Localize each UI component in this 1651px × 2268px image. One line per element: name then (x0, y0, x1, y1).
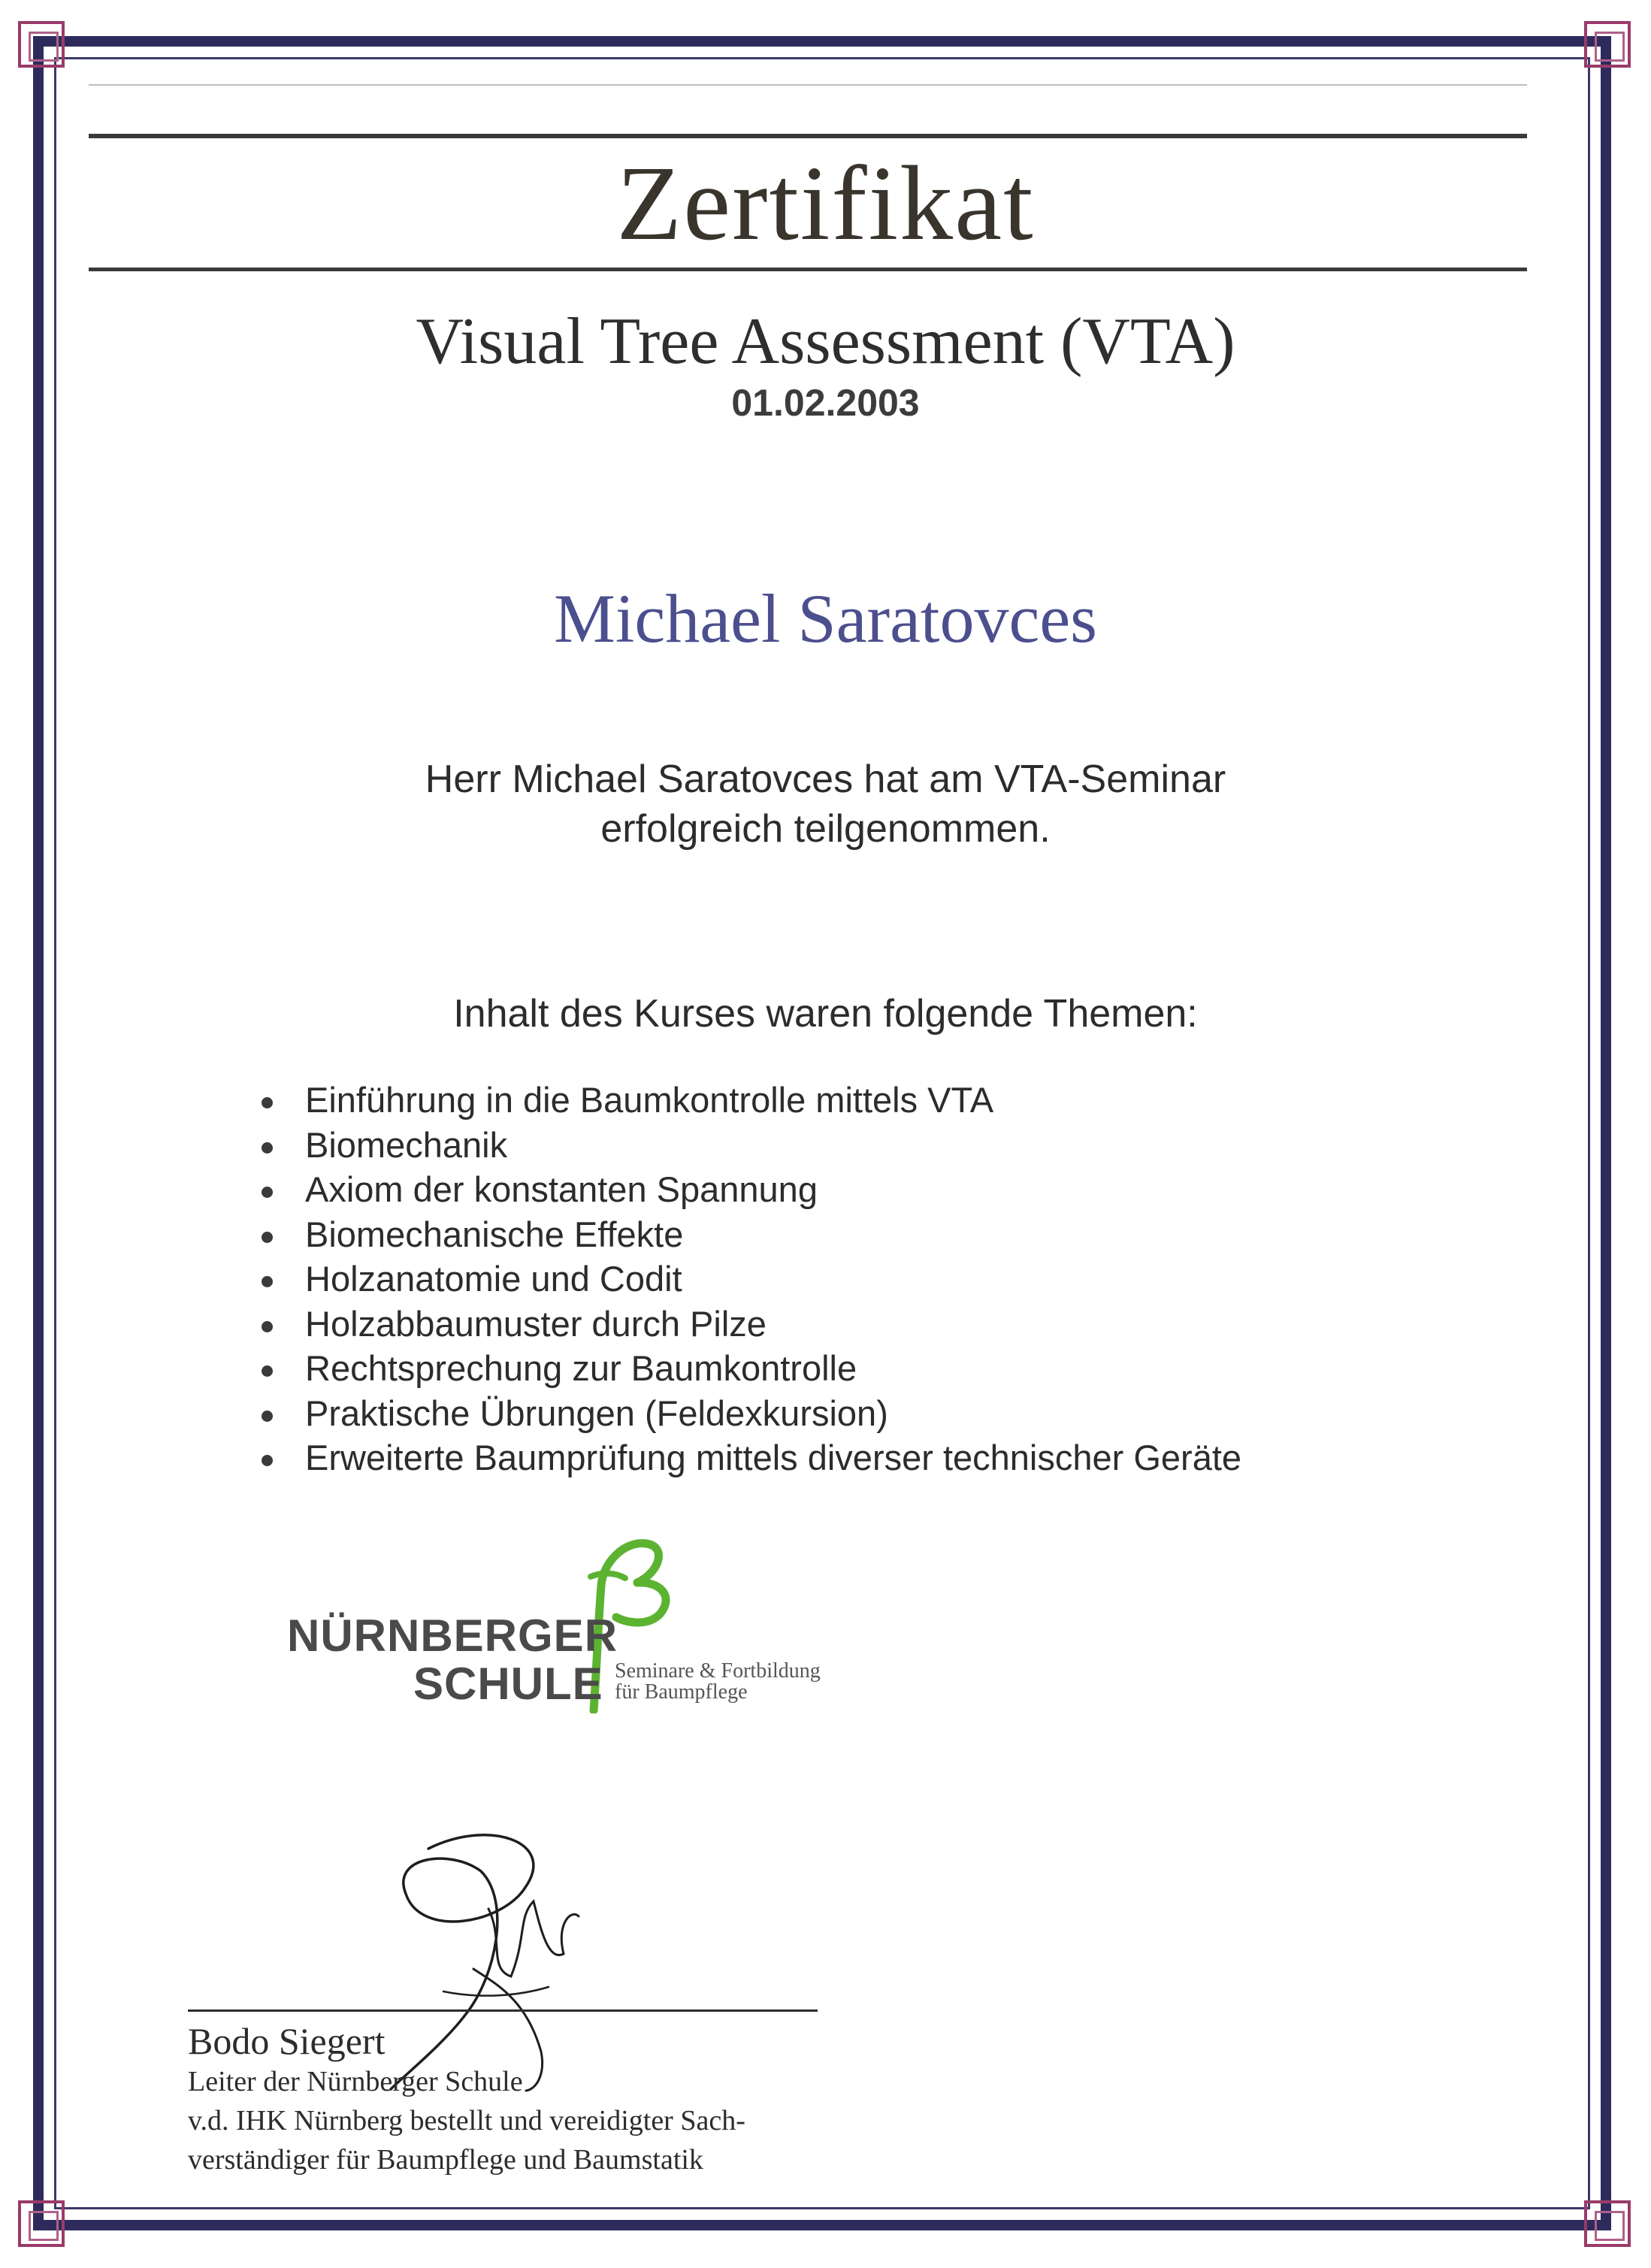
list-item: Holzanatomie und Codit (262, 1256, 1241, 1302)
topics-intro: Inhalt des Kurses waren folgende Themen: (453, 992, 1198, 1036)
corner-ornament-bottom-left (18, 2200, 65, 2247)
signatory-credential: v.d. IHK Nürnberg bestellt und vereidigter Sach- (188, 2105, 745, 2136)
signatory-role: Leiter der Nürnberger Schule (188, 2066, 523, 2097)
list-item: Rechtsprechung zur Baumkontrolle (262, 1346, 1241, 1391)
topics-list (262, 1078, 1241, 1480)
list-item: Holzabbaumuster durch Pilze (262, 1302, 1241, 1347)
logo-wordmark-line2: SCHULE (413, 1659, 603, 1709)
corner-ornament-bottom-right (1584, 2200, 1631, 2247)
signatory-block (188, 2020, 745, 2179)
title-bottom-rule (89, 268, 1527, 271)
recipient-name: Michael Saratovces (554, 580, 1097, 657)
corner-ornament-top-right (1584, 21, 1631, 68)
list-item: Axiom der konstanten Spannung (262, 1167, 1241, 1212)
list-item: Einführung in die Baumkontrolle mittels VTA (262, 1078, 1241, 1123)
corner-ornament-top-left (18, 21, 65, 68)
course-date: 01.02.2003 (731, 382, 920, 424)
list-item: Biomechanik (262, 1123, 1241, 1168)
statement-line: erfolgreich teilgenommen. (600, 807, 1051, 851)
course-title: Visual Tree Assessment (VTA) (416, 305, 1235, 378)
signatory-credential: verständiger für Baumpflege und Baumstatik (188, 2144, 703, 2176)
signature-line (188, 2009, 818, 2012)
signatory-name: Bodo Siegert (188, 2020, 386, 2062)
list-item: Erweiterte Baumprüfung mittels diverser technischer Geräte (262, 1435, 1241, 1480)
list-item: Praktische Übrungen (Feldexkursion) (262, 1391, 1241, 1436)
logo-tagline-line1: Seminare & Fortbildung (615, 1659, 821, 1683)
top-thin-rule (89, 84, 1527, 86)
nuernberger-schule-logo (286, 1533, 857, 1728)
participation-statement (0, 754, 1651, 854)
title-top-rule (89, 134, 1527, 138)
statement-line: Herr Michael Saratovces hat am VTA-Seminar (425, 758, 1226, 801)
certificate-title: Zertifikat (616, 144, 1035, 262)
list-item: Biomechanische Effekte (262, 1212, 1241, 1257)
logo-tagline-line2: für Baumpflege (615, 1680, 748, 1704)
logo-wordmark-line1: NÜRNBERGER (287, 1610, 618, 1661)
